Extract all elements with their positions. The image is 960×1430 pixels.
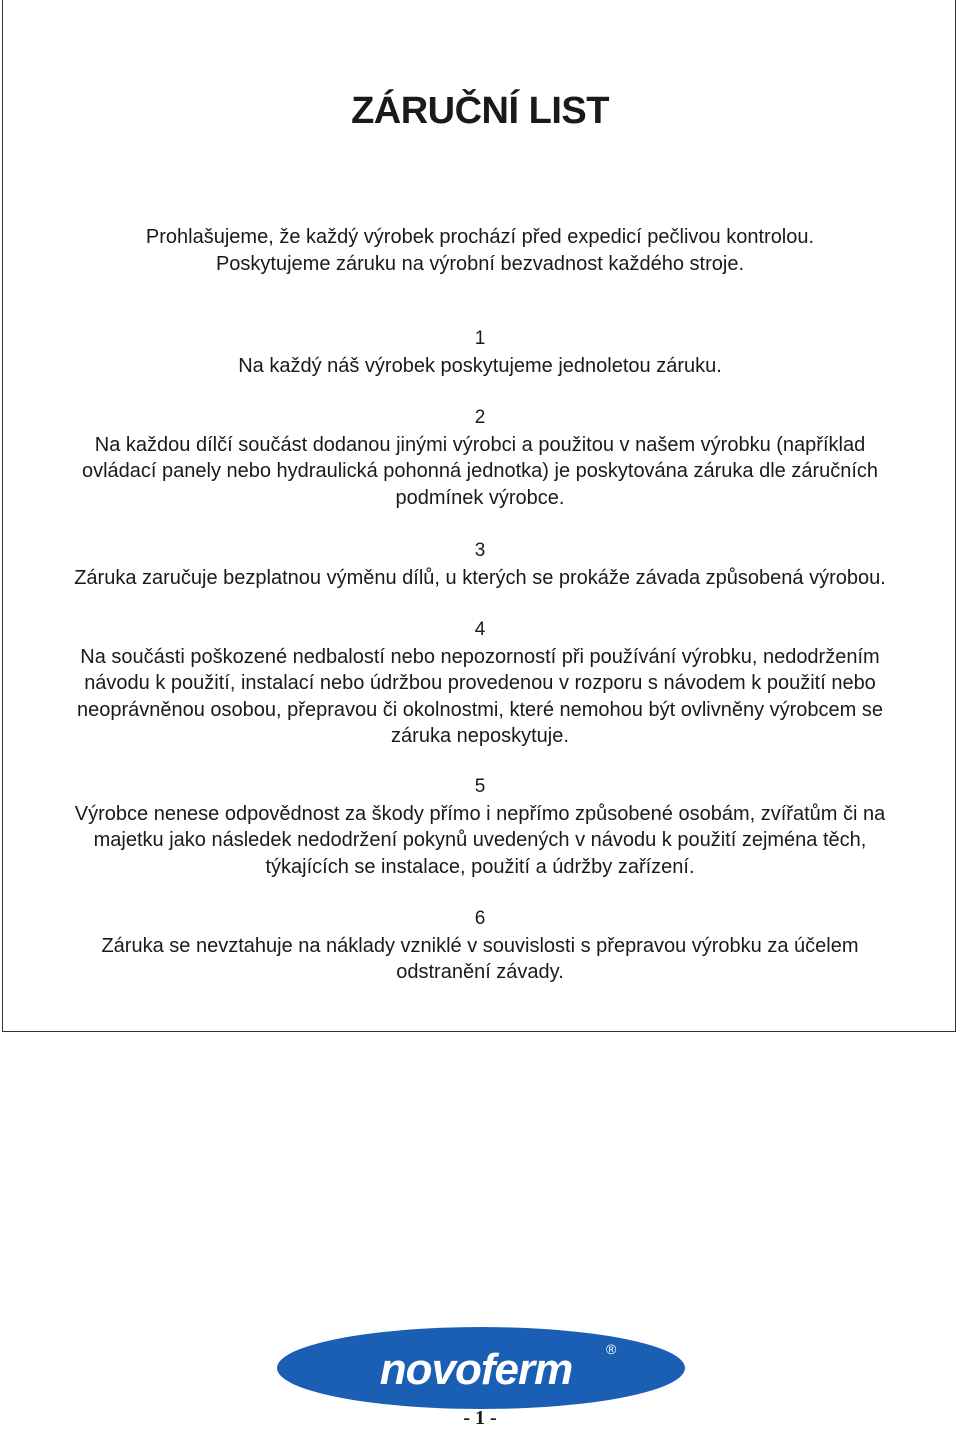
section-number: 2 <box>474 407 486 428</box>
section-5 <box>8 774 952 880</box>
section-line: Na každou dílčí součást dodanou jinými výrobci a použitou v našem výrobku (například <box>94 433 866 456</box>
section-3 <box>8 538 952 591</box>
novoferm-logo <box>276 1326 686 1410</box>
page-title: ZÁRUČNÍ LIST <box>351 90 609 132</box>
logo-wordmark: novoferm <box>379 1345 573 1394</box>
section-number: 1 <box>474 328 486 349</box>
intro-line: Prohlašujeme, že každý výrobek prochází před expedicí pečlivou kontrolou. <box>145 226 815 248</box>
section-1 <box>8 326 952 379</box>
intro-paragraph <box>8 224 952 277</box>
section-line: Výrobce nenese odpovědnost za škody přímo i nepřímo způsobené osobám, zvířatům či na <box>74 802 886 825</box>
section-number: 6 <box>474 908 486 929</box>
section-line: Záruka se nevztahuje na náklady vzniklé v souvislosti s přepravou výrobku za účelem <box>101 934 859 957</box>
section-number: 4 <box>474 619 486 640</box>
section-6 <box>8 906 952 986</box>
section-line: Záruka zaručuje bezplatnou výměnu dílů, u kterých se prokáže závada způsobená výrobou. <box>74 566 886 589</box>
section-line: odstranění závady. <box>396 961 564 983</box>
registered-mark: ® <box>606 1341 617 1357</box>
section-4 <box>8 617 952 750</box>
section-line: majetku jako následek nedodržení pokynů uvedených v návodu k použití zejména těch, <box>93 829 867 851</box>
section-line: ovládací panely nebo hydraulická pohonná jednotka) je poskytována záruka dle záručních <box>81 460 879 482</box>
section-number: 5 <box>474 776 486 797</box>
section-number: 3 <box>474 540 486 561</box>
section-line: návodu k použití, instalací nebo údržbou provedenou v rozporu s návodem k použití nebo <box>84 672 876 694</box>
intro-line: Poskytujeme záruku na výrobní bezvadnost každého stroje. <box>215 252 745 275</box>
page-number: - 1 - <box>463 1407 497 1429</box>
section-line: podmínek výrobce. <box>395 486 565 509</box>
section-line: Na součásti poškozené nedbalostí nebo nepozorností při používání výrobku, nedodržením <box>80 645 880 668</box>
section-line: neoprávněnou osobou, přepravou či okolnostmi, které nemohou být ovlivněny výrobcem se <box>76 698 883 721</box>
section-2 <box>8 405 952 511</box>
section-line: záruka neposkytuje. <box>391 725 569 747</box>
section-line: týkajících se instalace, použití a údržby zařízení. <box>265 855 695 878</box>
section-line: Na každý náš výrobek poskytujeme jednoletou záruku. <box>238 354 722 377</box>
